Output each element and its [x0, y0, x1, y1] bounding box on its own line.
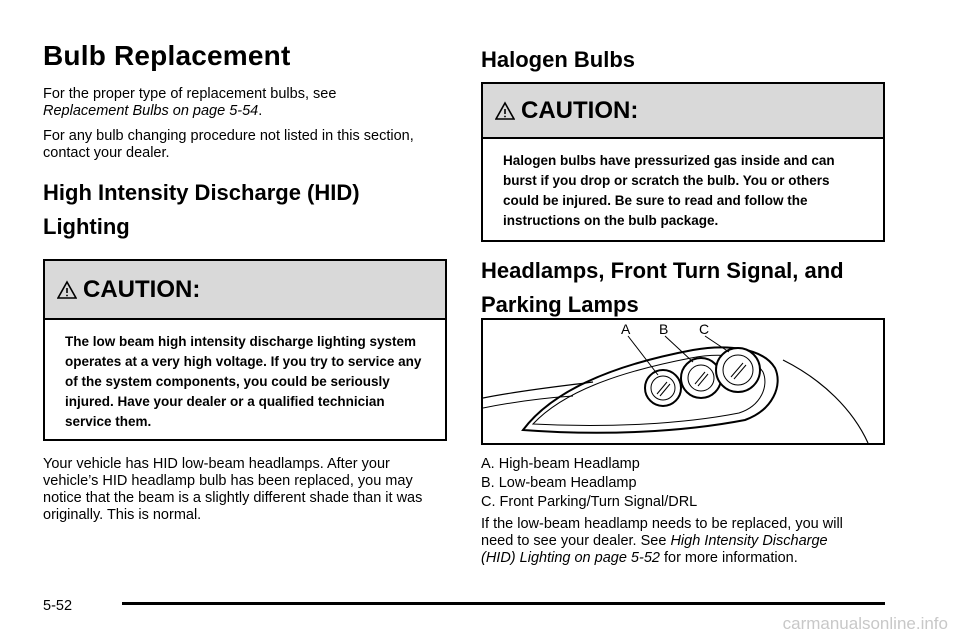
final-end: for more information.	[659, 550, 798, 566]
hid-paragraph: Your vehicle has HID low-beam headlamps. After your vehicle’s HID headlamp bulb has been replaced, you may notice that the beam is a slightly different shade than it was originally. This is normal.	[43, 456, 423, 523]
warning-icon	[495, 101, 515, 121]
low-beam-lamp	[681, 358, 721, 398]
figure-label-a: A	[621, 321, 631, 337]
halogen-heading-wrap	[481, 43, 885, 77]
halogen-caution-text: Halogen bulbs have pressurized gas inside and can burst if you drop or scratch the bulb. You or others could be injured. Be sure to read and follow the instructions on the bulb package.	[503, 153, 835, 228]
halogen-caution-title: CAUTION:	[521, 96, 639, 124]
watermark: carmanualsonline.info	[782, 614, 948, 633]
final-paragraph	[481, 516, 851, 567]
headlamp-figure	[481, 318, 885, 445]
final-text: If the low-beam headlamp needs to be replaced, you will need to see your dealer. See	[481, 516, 843, 549]
hid-lighting-link[interactable]: High Intensity Discharge (HID) Lighting on page 5-52	[481, 533, 828, 566]
halogen-caution-header	[483, 84, 883, 139]
halogen-caution-box	[481, 82, 885, 242]
hid-caution-header	[45, 261, 445, 320]
hid-heading	[43, 176, 447, 244]
legend-item-b: B. Low-beam Headlamp	[481, 475, 637, 491]
replacement-bulbs-link[interactable]: Replacement Bulbs on page 5-54	[43, 103, 259, 119]
page-title: Bulb Replacement	[43, 40, 291, 71]
high-beam-lamp	[645, 370, 681, 406]
lamps-heading-line1: Headlamps, Front Turn Signal, and	[481, 258, 844, 283]
hid-caution-title: CAUTION:	[83, 275, 201, 303]
hid-heading-line2: Lighting	[43, 214, 130, 239]
footer-rule	[122, 602, 885, 605]
headlamp-illustration	[483, 320, 883, 443]
halogen-heading: Halogen Bulbs	[481, 47, 636, 72]
intro-paragraph	[43, 86, 447, 120]
figure-label-c: C	[699, 321, 710, 337]
intro-end: .	[258, 103, 263, 119]
lamps-heading	[481, 254, 885, 322]
warning-icon	[57, 280, 77, 300]
figure-label-b: B	[659, 321, 669, 337]
hid-heading-line1: High Intensity Discharge (HID)	[43, 180, 360, 205]
figure-legend	[481, 455, 885, 512]
hid-caution-box	[43, 259, 447, 441]
legend-item-a: A. High-beam Headlamp	[481, 456, 640, 472]
hid-caution-text: The low beam high intensity discharge lighting system operates at a very high voltage. If you try to service any of the system components, you could be seriously injured. Have your dealer or a qualified technician service them.	[65, 334, 422, 429]
dealer-paragraph: For any bulb changing procedure not listed in this section, contact your dealer.	[43, 128, 414, 161]
parking-turn-lamp	[716, 348, 760, 392]
intro-text: For the proper type of replacement bulbs, see	[43, 86, 337, 102]
page-number: 5-52	[43, 598, 73, 614]
legend-item-c: C. Front Parking/Turn Signal/DRL	[481, 494, 698, 510]
lamps-heading-line2: Parking Lamps	[481, 292, 639, 317]
